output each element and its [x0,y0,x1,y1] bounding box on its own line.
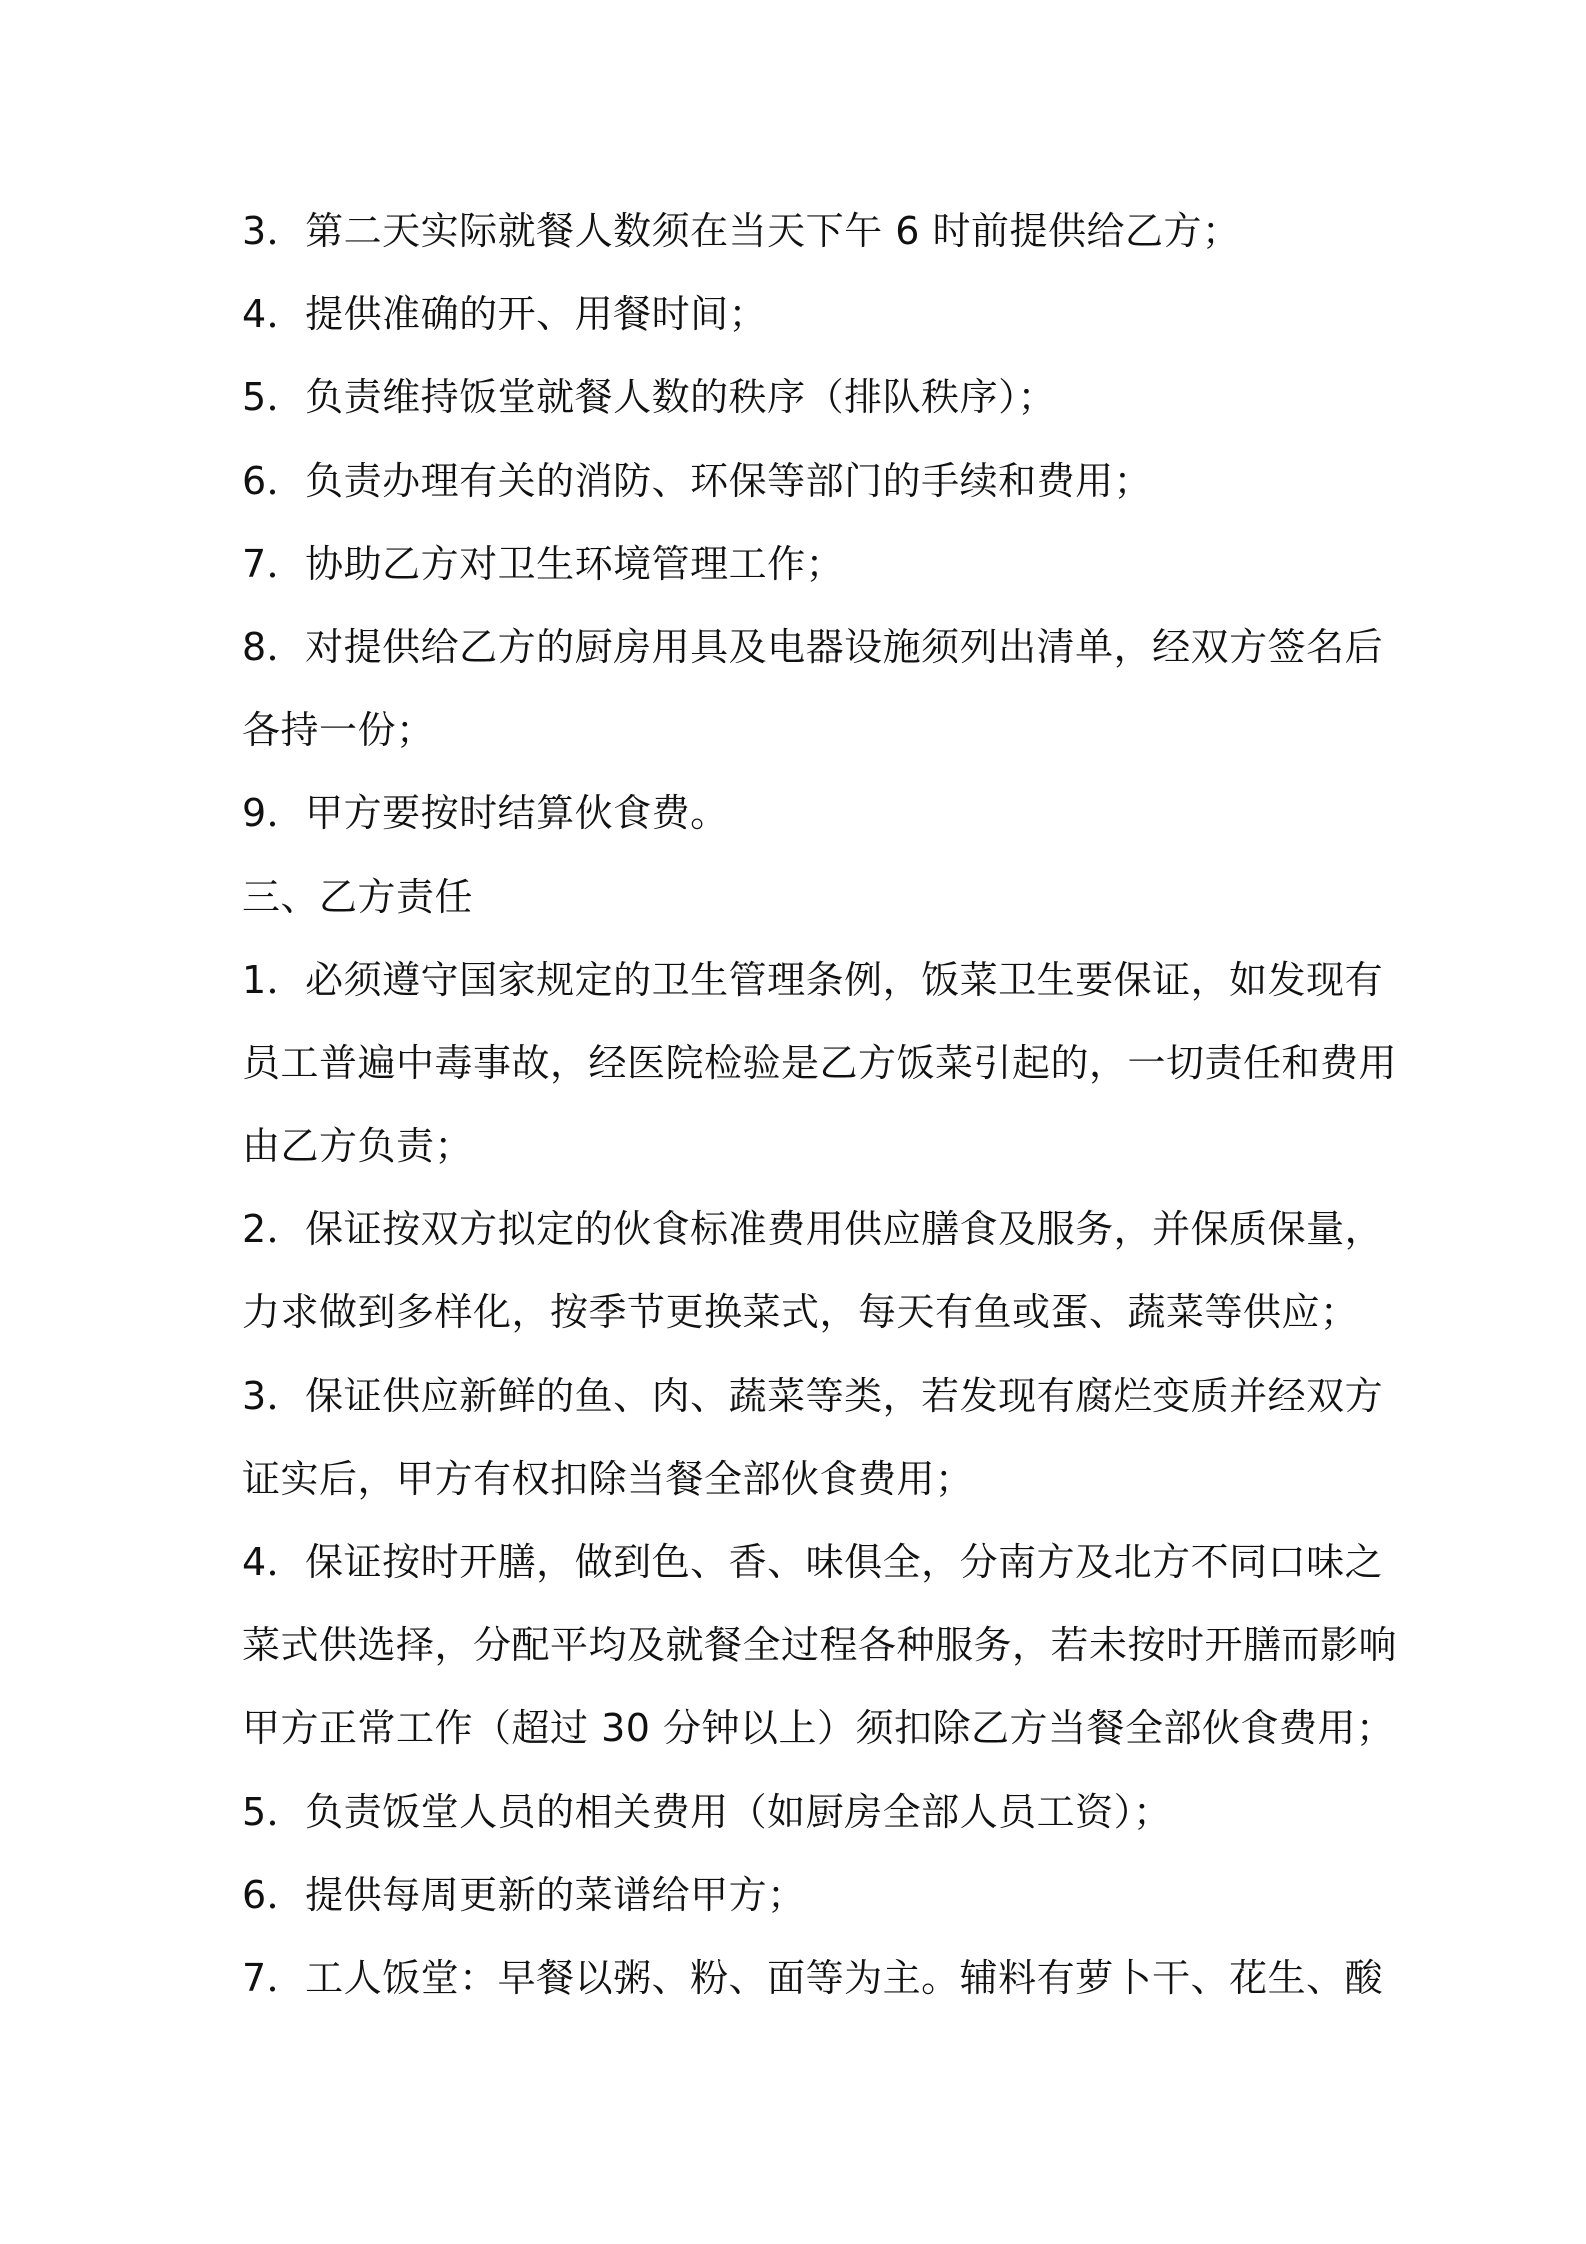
text-line: 7．工人饭堂：早餐以粥、粉、面等为主。辅料有萝卜干、花生、酸 [242,1955,1384,2000]
text-line: 6．提供每周更新的菜谱给甲方； [242,1872,806,1917]
text-line: 2．保证按双方拟定的伙食标准费用供应膳食及服务，并保质保量， [242,1207,1384,1252]
text-line: 菜式供选择，分配平均及就餐全过程各种服务，若未按时开膳而影响 [242,1623,1398,1668]
text-line: 4．提供准确的开、用餐时间； [242,292,768,337]
text-line: 3．保证供应新鲜的鱼、肉、蔬菜等类，若发现有腐烂变质并经双方 [242,1373,1384,1418]
text-line: 5．负责维持饭堂就餐人数的秩序（排队秩序）； [242,375,1057,420]
text-line: 1．必须遵守国家规定的卫生管理条例，饭菜卫生要保证，如发现有 [242,957,1384,1002]
text-line: 由乙方负责； [242,1124,474,1169]
text-line: 4．保证按时开膳，做到色、香、味俱全，分南方及北方不同口味之 [242,1540,1384,1584]
text-line: 证实后，甲方有权扣除当餐全部伙食费用； [242,1456,974,1501]
text-line: 甲方正常工作（超过 30 分钟以上）须扣除乙方当餐全部伙食费用； [242,1706,1395,1751]
text-line: 8．对提供给乙方的厨房用具及电器设施须列出清单，经双方签名后 [242,624,1384,669]
text-line: 员工普遍中毒事故，经医院检验是乙方饭菜引起的，一切责任和费用 [242,1040,1398,1085]
section-heading: 三、乙方责任 [242,874,474,919]
text-line: 3．第二天实际就餐人数须在当天下午 6 时前提供给乙方； [242,209,1241,253]
text-line: 力求做到多样化，按季节更换菜式，每天有鱼或蛋、蔬菜等供应； [242,1290,1359,1335]
text-line: 9．甲方要按时结算伙食费。 [242,791,729,836]
text-line: 7．协助乙方对卫生环境管理工作； [242,541,845,586]
text-line: 5．负责饭堂人员的相关费用（如厨房全部人员工资）； [242,1789,1172,1834]
text-line: 各持一份； [242,708,435,753]
document-body [242,190,1398,2020]
text-line: 6．负责办理有关的消防、环保等部门的手续和费用； [242,458,1153,503]
